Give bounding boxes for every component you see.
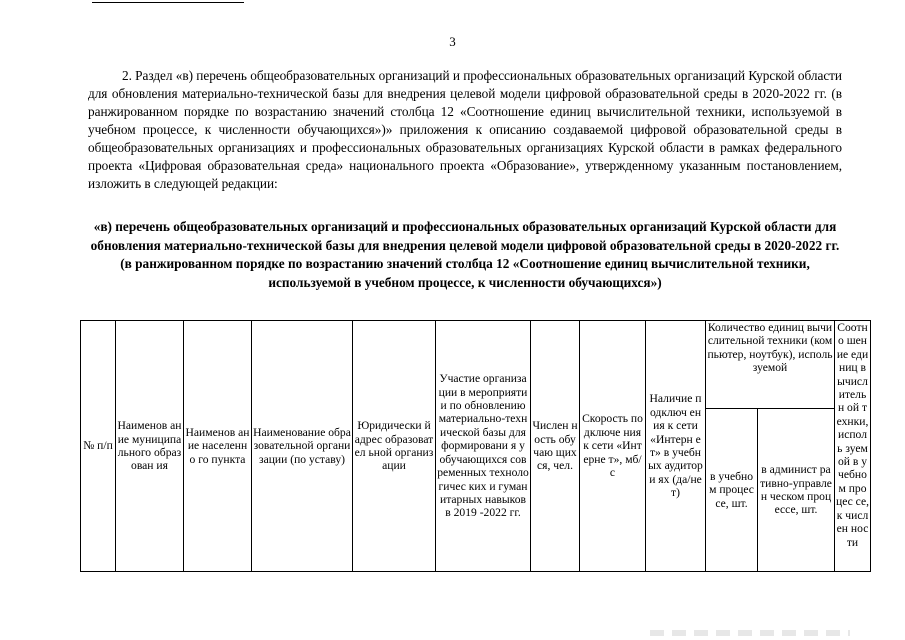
col-header-org-name: Наименование образовательной организации (по уставу) xyxy=(252,321,353,572)
col-header-educational: в учебно м процес се, шт. xyxy=(706,409,758,572)
col-header-address: Юридически й адрес образовател ьной организации xyxy=(353,321,436,572)
col-header-ratio: Соотно шение единиц вычисл ительн ой технки, исполь зуемой в учебно м процес се, к числен ности xyxy=(835,321,871,572)
top-rule xyxy=(92,2,244,3)
page-number: 3 xyxy=(449,34,456,49)
col-header-municipality: Наименов ание муниципа льного образован ия xyxy=(116,321,184,572)
col-header-settlement: Наименов ание населенно го пункта xyxy=(184,321,252,572)
col-header-number: № п/п xyxy=(81,321,116,572)
col-header-computers-group: Количество единиц вычислительной техники (компьютер, ноутбук), используемой xyxy=(706,321,835,409)
amendment-paragraph: 2. Раздел «в) перечень общеобразовательных организаций и профессиональных образовательных организаций Курской области для обновления материально-технической базы для внедрения целевой модели цифровой образовательной среды в 2020-2022 гг. (в ранжированном порядке по возрастанию значений столбца 12 «Соотношение единиц вычислительной техники, используемой в учебном процессе, к численности обучающихся»)» приложения к описанию создаваемой цифровой образовательной среды в общеобразовательных организациях и профессиональных образовательных организациях Курской области в рамках федерального проекта «Цифровая образовательная среда» национального проекта «Образование», утвержденному указанным постановлением, изложить в следующей редакции: xyxy=(88,68,842,191)
col-header-students: Числен ность обучаю щихся, чел. xyxy=(531,321,580,572)
col-header-speed: Скорость подключе ния к сети «Интерне т», мб/с xyxy=(580,321,646,572)
col-header-administrative: в админист ративно-управлен ческом процессе, шт. xyxy=(758,409,835,572)
organizations-table xyxy=(80,320,871,572)
col-header-participation: Участие организации в мероприятии по обновлению материально-технической базы для формировани я у обучающихся современных технологичес ких и гуманитарных навыков в 2019 -2022 гг. xyxy=(436,321,531,572)
col-header-internet: Наличие подключ ения к сети «Интерн ет» в учебных аудитори ях (да/нет) xyxy=(646,321,706,572)
section-heading: «в) перечень общеобразовательных организаций и профессиональных образовательных организаций Курской области для обновления материально-технической базы для внедрения целевой модели цифровой образовательной среды в 2020-2022 гг. (в ранжированном порядке по возрастанию значений столбца 12 «Соотношение единиц вычислительной техники, используемой в учебном процессе, к численности обучающихся») xyxy=(90,219,840,290)
scan-artifact xyxy=(650,630,850,636)
